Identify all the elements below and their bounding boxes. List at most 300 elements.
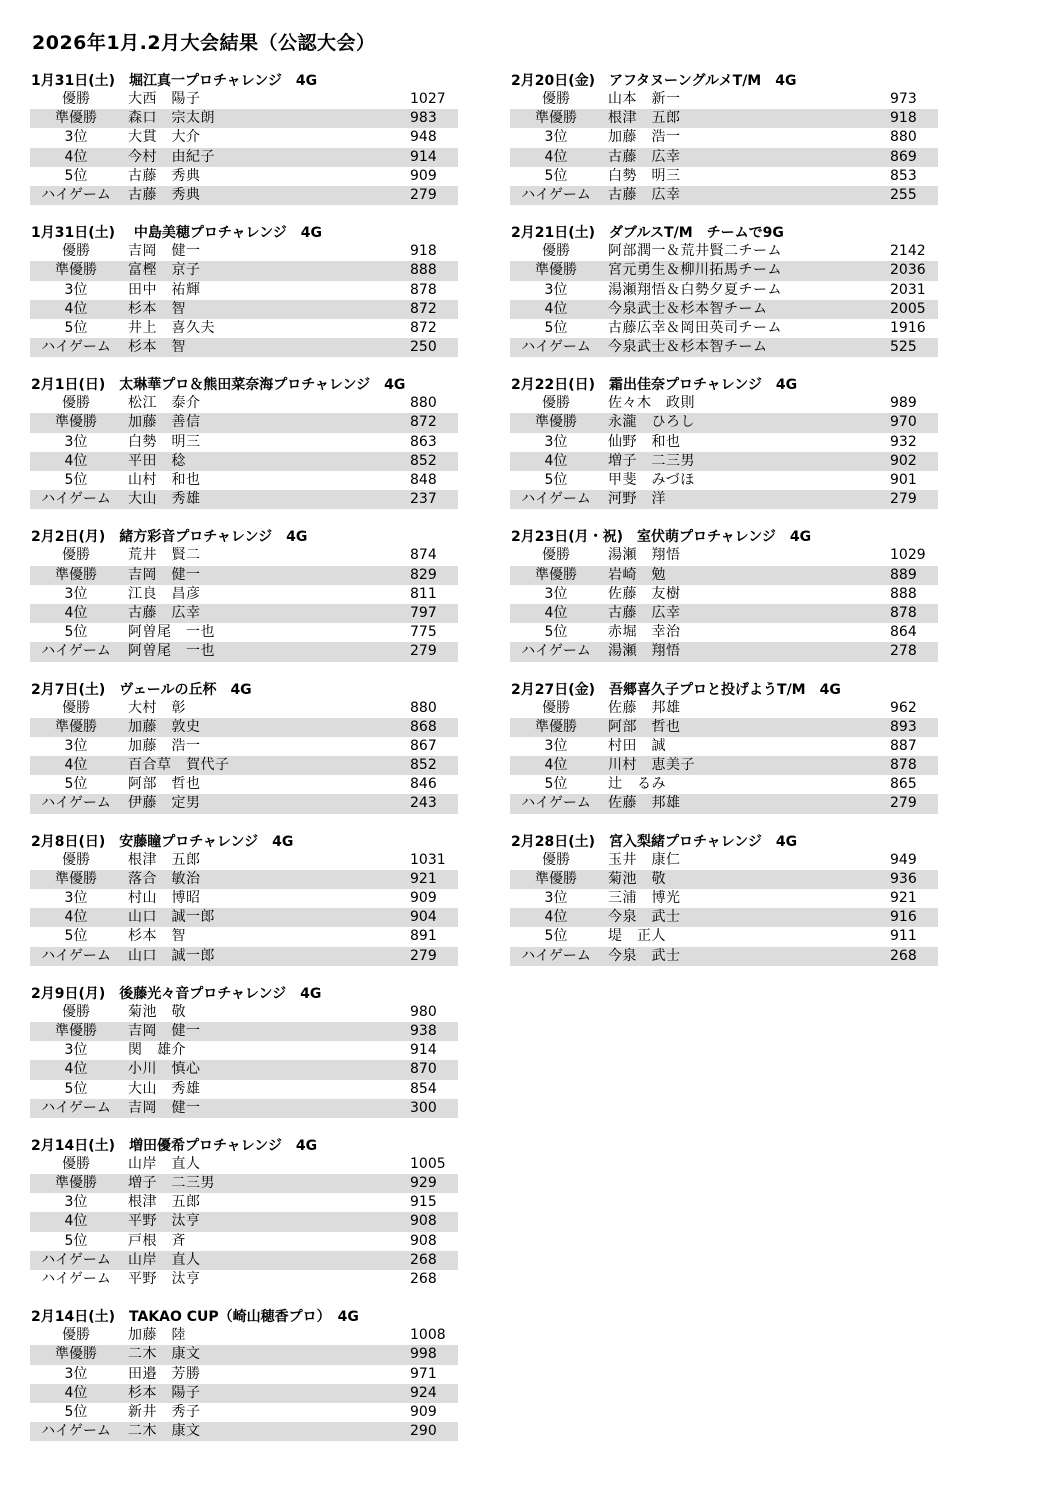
result-row	[510, 737, 938, 756]
result-row	[510, 242, 938, 261]
player-name: 吉岡 健一	[128, 1022, 201, 1039]
tournament-title: 2月2日(月) 緒方彩音プロチャレンジ 4G	[31, 529, 308, 546]
player-score: 846	[410, 776, 437, 793]
player-name: 村田 誠	[608, 737, 666, 754]
player-score: 973	[890, 91, 917, 107]
rank-label: 3位	[544, 737, 568, 754]
player-name: 松江 泰介	[128, 395, 201, 412]
player-name: 佐藤 邦雄	[608, 795, 681, 812]
player-name: 根津 五郎	[608, 110, 681, 127]
player-name: 杉本 智	[128, 928, 186, 945]
result-row	[510, 413, 938, 432]
result-row	[30, 775, 458, 794]
result-row	[30, 433, 458, 452]
tournament-block	[30, 985, 458, 1118]
player-score: 888	[410, 262, 437, 279]
player-name: 白勢 明三	[608, 167, 681, 184]
player-score: 971	[410, 1365, 437, 1382]
player-name: 山岸 直人	[128, 1251, 201, 1268]
rank-label: 準優勝	[55, 414, 97, 431]
player-name: 赤堀 幸治	[608, 624, 681, 641]
tournament-block	[510, 376, 938, 509]
player-name: 永瀧 ひろし	[608, 414, 695, 431]
rank-label: 3位	[64, 1042, 88, 1059]
tournament-title: 2月14日(土) TAKAO CUP（崎山穂香プロ） 4G	[31, 1309, 359, 1326]
result-row	[30, 1212, 458, 1231]
player-score: 880	[890, 129, 917, 146]
player-name: 佐藤 友樹	[608, 585, 681, 602]
player-name: 今村 由紀子	[128, 148, 215, 165]
player-name: 平田 稔	[128, 452, 186, 469]
result-row	[510, 699, 938, 718]
result-row	[30, 927, 458, 946]
player-name: 今泉武士＆杉本智チーム	[608, 339, 768, 356]
rank-label: 優勝	[542, 91, 570, 107]
rank-label: 優勝	[542, 699, 570, 716]
player-name: 古藤 秀典	[128, 167, 201, 184]
result-row	[30, 1041, 458, 1060]
result-row	[510, 148, 938, 167]
player-name: 落合 敏治	[128, 870, 201, 887]
player-score: 870	[410, 1061, 437, 1078]
player-score: 797	[410, 604, 437, 621]
player-name: 菊池 敬	[128, 1003, 186, 1020]
player-name: 古藤 広幸	[608, 186, 681, 203]
rank-label: 4位	[64, 300, 88, 317]
result-row	[30, 281, 458, 300]
rank-label: ハイゲーム	[41, 795, 111, 812]
result-row	[510, 585, 938, 604]
rank-label: 3位	[64, 1365, 88, 1382]
player-score: 867	[410, 737, 437, 754]
player-score: 891	[410, 928, 437, 945]
player-name: 山口 誠一郎	[128, 909, 215, 926]
player-score: 852	[410, 757, 437, 774]
player-score: 878	[410, 281, 437, 298]
rank-label: 4位	[64, 1213, 88, 1230]
player-score: 279	[890, 491, 917, 508]
result-row	[510, 947, 938, 966]
result-row	[30, 186, 458, 205]
player-score: 864	[890, 624, 917, 641]
rank-label: 4位	[544, 909, 568, 926]
result-row	[30, 1193, 458, 1212]
player-score: 279	[410, 643, 437, 660]
player-score: 938	[410, 1022, 437, 1039]
player-score: 854	[410, 1080, 437, 1097]
player-name: 堤 正人	[608, 928, 666, 945]
rank-label: 4位	[64, 1384, 88, 1401]
player-name: 吉岡 健一	[128, 566, 201, 583]
result-row	[30, 261, 458, 280]
rank-label: 5位	[544, 167, 568, 184]
player-name: 佐々木 政則	[608, 395, 695, 412]
player-name: 辻 るみ	[608, 776, 666, 793]
rank-label: 5位	[64, 928, 88, 945]
player-score: 878	[890, 604, 917, 621]
player-name: 平野 汰亨	[128, 1213, 201, 1230]
player-score: 872	[410, 414, 437, 431]
rank-label: 3位	[64, 890, 88, 906]
rank-label: ハイゲーム	[41, 1423, 111, 1440]
result-row	[510, 546, 938, 565]
player-score: 237	[410, 491, 437, 508]
result-row	[30, 889, 458, 908]
result-row	[510, 261, 938, 280]
player-score: 872	[410, 319, 437, 336]
rank-label: 準優勝	[535, 110, 577, 127]
result-row	[510, 128, 938, 147]
player-score: 918	[890, 110, 917, 127]
player-score: 918	[410, 243, 437, 260]
player-score: 268	[410, 1251, 437, 1268]
player-score: 880	[410, 395, 437, 412]
player-score: 853	[890, 167, 917, 184]
player-score: 829	[410, 566, 437, 583]
result-row	[510, 338, 938, 357]
rank-label: ハイゲーム	[521, 491, 591, 508]
result-row	[510, 756, 938, 775]
rank-label: 4位	[544, 452, 568, 469]
result-row	[510, 870, 938, 889]
tournament-title: 1月31日(土) 中島美穂プロチャレンジ 4G	[31, 225, 323, 242]
player-name: 荒井 賢二	[128, 547, 201, 564]
rank-label: 4位	[544, 757, 568, 774]
result-row	[510, 167, 938, 186]
result-row	[30, 642, 458, 661]
rank-label: ハイゲーム	[41, 339, 111, 356]
result-row	[30, 699, 458, 718]
rank-label: 準優勝	[55, 718, 97, 735]
rank-label: 5位	[544, 776, 568, 793]
player-score: 949	[890, 851, 917, 868]
player-name: 佐藤 邦雄	[608, 699, 681, 716]
right-column	[510, 72, 938, 985]
result-row	[30, 908, 458, 927]
player-name: 古藤広幸＆岡田英司チーム	[608, 319, 782, 336]
player-name: 仙野 和也	[608, 433, 681, 450]
rank-label: 優勝	[62, 243, 90, 260]
result-row	[30, 1384, 458, 1403]
player-score: 1031	[410, 851, 446, 868]
player-score: 888	[890, 585, 917, 602]
player-score: 775	[410, 624, 437, 641]
tournament-block	[30, 1137, 458, 1289]
rank-label: 5位	[64, 1403, 88, 1420]
player-name: 大山 秀雄	[128, 1080, 201, 1097]
player-score: 852	[410, 452, 437, 469]
result-row	[30, 566, 458, 585]
rank-label: 優勝	[62, 395, 90, 412]
player-name: 古藤 広幸	[128, 604, 201, 621]
rank-label: 5位	[544, 319, 568, 336]
rank-label: ハイゲーム	[521, 947, 591, 964]
rank-label: 優勝	[62, 547, 90, 564]
rank-label: 準優勝	[55, 1346, 97, 1363]
player-score: 889	[890, 566, 917, 583]
player-score: 980	[410, 1003, 437, 1020]
player-name: 加藤 浩一	[608, 129, 681, 146]
player-name: 関 雄介	[128, 1042, 186, 1059]
result-row	[30, 546, 458, 565]
player-score: 998	[410, 1346, 437, 1363]
player-score: 983	[410, 110, 437, 127]
player-name: 二木 康文	[128, 1423, 201, 1440]
rank-label: 3位	[64, 129, 88, 146]
player-name: 新井 秀子	[128, 1403, 201, 1420]
rank-label: 3位	[544, 585, 568, 602]
rank-label: 優勝	[62, 1327, 90, 1344]
player-name: 河野 洋	[608, 491, 666, 508]
player-score: 878	[890, 757, 917, 774]
player-name: 三浦 博光	[608, 890, 681, 906]
tournament-block	[510, 72, 938, 205]
player-score: 279	[890, 795, 917, 812]
player-name: 江良 昌彦	[128, 585, 201, 602]
rank-label: ハイゲーム	[41, 1099, 111, 1116]
player-name: 根津 五郎	[128, 1194, 201, 1211]
result-row	[30, 90, 458, 109]
result-row	[30, 1060, 458, 1079]
result-row	[30, 471, 458, 490]
result-row	[30, 1099, 458, 1118]
player-score: 909	[410, 1403, 437, 1420]
page-title: 2026年1月.2月大会結果（公認大会）	[32, 32, 376, 54]
player-name: 古藤 広幸	[608, 604, 681, 621]
rank-label: ハイゲーム	[521, 795, 591, 812]
tournament-block	[30, 224, 458, 357]
player-score: 936	[890, 870, 917, 887]
player-score: 2036	[890, 262, 926, 279]
player-score: 811	[410, 585, 437, 602]
result-row	[510, 889, 938, 908]
player-name: 白勢 明三	[128, 433, 201, 450]
tournament-title: 2月28日(土) 宮入梨緒プロチャレンジ 4G	[511, 833, 798, 850]
player-score: 1916	[890, 319, 926, 336]
player-score: 921	[410, 870, 437, 887]
result-row	[30, 1270, 458, 1289]
result-row	[30, 604, 458, 623]
result-row	[30, 1422, 458, 1441]
rank-label: 優勝	[542, 547, 570, 564]
rank-label: 5位	[544, 472, 568, 488]
player-name: 百合草 賀代子	[128, 757, 230, 774]
player-score: 300	[410, 1099, 437, 1116]
player-name: 古藤 秀典	[128, 186, 201, 203]
result-row	[510, 642, 938, 661]
player-score: 268	[410, 1271, 437, 1287]
rank-label: ハイゲーム	[41, 491, 111, 508]
player-name: 大山 秀雄	[128, 491, 201, 508]
player-score: 872	[410, 300, 437, 317]
tournament-title: 2月27日(金) 吾郷喜久子プロと投げようT/M 4G	[511, 681, 841, 698]
player-name: 湯瀬 翔悟	[608, 547, 681, 564]
result-row	[510, 90, 938, 109]
rank-label: 5位	[64, 319, 88, 336]
player-name: 森口 宗太朗	[128, 110, 215, 127]
player-name: 宮元勇生＆柳川拓馬チーム	[608, 262, 782, 279]
player-score: 962	[890, 699, 917, 716]
player-score: 1029	[890, 547, 926, 564]
rank-label: 準優勝	[535, 414, 577, 431]
tournament-title: 2月8日(日) 安藤瞳プロチャレンジ 4G	[31, 833, 294, 850]
player-name: 菊池 敬	[608, 870, 666, 887]
player-score: 908	[410, 1213, 437, 1230]
player-name: 二木 康文	[128, 1346, 201, 1363]
result-row	[510, 319, 938, 338]
result-row	[30, 319, 458, 338]
rank-label: 3位	[544, 129, 568, 146]
player-name: 阿曽尾 一也	[128, 643, 215, 660]
result-row	[30, 338, 458, 357]
player-name: 田邉 芳勝	[128, 1365, 201, 1382]
result-row	[30, 756, 458, 775]
player-score: 1027	[410, 91, 446, 107]
rank-label: 4位	[544, 604, 568, 621]
rank-label: 4位	[544, 300, 568, 317]
rank-label: 優勝	[62, 1003, 90, 1020]
rank-label: 準優勝	[55, 870, 97, 887]
rank-label: 準優勝	[535, 262, 577, 279]
tournament-block	[30, 376, 458, 509]
result-row	[510, 186, 938, 205]
player-name: 玉井 康仁	[608, 851, 681, 868]
rank-label: 4位	[64, 452, 88, 469]
player-name: 阿部潤一＆荒井賢二チーム	[608, 243, 782, 260]
player-score: 914	[410, 148, 437, 165]
player-score: 865	[890, 776, 917, 793]
rank-label: 優勝	[542, 851, 570, 868]
rank-label: ハイゲーム	[41, 186, 111, 203]
rank-label: ハイゲーム	[41, 947, 111, 964]
result-row	[30, 870, 458, 889]
player-name: 加藤 敦史	[128, 718, 201, 735]
result-row	[30, 947, 458, 966]
player-name: 山村 和也	[128, 472, 201, 488]
player-name: 杉本 智	[128, 339, 186, 356]
rank-label: 4位	[544, 148, 568, 165]
result-row	[30, 1080, 458, 1099]
rank-label: ハイゲーム	[41, 1251, 111, 1268]
player-name: 伊藤 定男	[128, 795, 201, 812]
rank-label: 5位	[64, 1080, 88, 1097]
player-score: 909	[410, 890, 437, 906]
rank-label: ハイゲーム	[41, 1271, 111, 1287]
player-name: 今泉 武士	[608, 909, 681, 926]
rank-label: 準優勝	[55, 1022, 97, 1039]
player-name: 大貫 大介	[128, 129, 201, 146]
tournament-title: 2月14日(土) 増田優希プロチャレンジ 4G	[31, 1137, 318, 1154]
result-row	[510, 794, 938, 813]
result-row	[30, 490, 458, 509]
player-score: 848	[410, 472, 437, 488]
player-name: 根津 五郎	[128, 851, 201, 868]
result-row	[30, 851, 458, 870]
player-name: 古藤 広幸	[608, 148, 681, 165]
rank-label: 3位	[64, 1194, 88, 1211]
result-row	[510, 927, 938, 946]
player-name: 湯瀬 翔悟	[608, 643, 681, 660]
player-score: 908	[410, 1232, 437, 1249]
player-name: 大村 彰	[128, 699, 186, 716]
rank-label: 4位	[64, 909, 88, 926]
player-name: 吉岡 健一	[128, 243, 201, 260]
tournament-title: 2月23日(月・祝) 室伏萌プロチャレンジ 4G	[511, 529, 812, 546]
player-score: 2005	[890, 300, 926, 317]
tournament-title: 2月1日(日) 太琳華プロ＆熊田菜奈海プロチャレンジ 4G	[31, 377, 406, 394]
result-row	[510, 566, 938, 585]
rank-label: 5位	[64, 776, 88, 793]
rank-label: 優勝	[62, 91, 90, 107]
player-score: 279	[410, 947, 437, 964]
result-row	[30, 242, 458, 261]
rank-label: 3位	[64, 433, 88, 450]
tournament-title: 1月31日(土) 堀江真一プロチャレンジ 4G	[31, 73, 318, 89]
result-row	[510, 908, 938, 927]
result-row	[510, 718, 938, 737]
rank-label: ハイゲーム	[41, 643, 111, 660]
result-row	[510, 433, 938, 452]
rank-label: 準優勝	[535, 566, 577, 583]
result-row	[30, 1326, 458, 1345]
player-name: 加藤 善信	[128, 414, 201, 431]
rank-label: 優勝	[62, 851, 90, 868]
player-score: 924	[410, 1384, 437, 1401]
rank-label: 優勝	[542, 395, 570, 412]
result-row	[30, 585, 458, 604]
rank-label: 3位	[544, 281, 568, 298]
player-score: 268	[890, 947, 917, 964]
result-row	[30, 1403, 458, 1422]
player-score: 290	[410, 1423, 437, 1440]
tournament-block	[510, 224, 938, 357]
result-row	[30, 167, 458, 186]
player-name: 増子 二三男	[608, 452, 695, 469]
player-score: 874	[410, 547, 437, 564]
player-score: 869	[890, 148, 917, 165]
rank-label: 優勝	[62, 699, 90, 716]
result-row	[30, 148, 458, 167]
player-score: 1008	[410, 1327, 446, 1344]
player-score: 868	[410, 718, 437, 735]
rank-label: 3位	[544, 890, 568, 906]
result-row	[30, 109, 458, 128]
result-row	[30, 394, 458, 413]
tournament-title: 2月7日(土) ヴェールの丘杯 4G	[31, 681, 252, 698]
rank-label: 4位	[64, 148, 88, 165]
player-score: 863	[410, 433, 437, 450]
player-score: 2142	[890, 243, 926, 260]
rank-label: 4位	[64, 604, 88, 621]
player-name: 湯瀬翔悟＆白勢夕夏チーム	[608, 281, 782, 298]
player-score: 1005	[410, 1155, 446, 1172]
result-row	[510, 452, 938, 471]
player-name: 戸根 斉	[128, 1232, 186, 1249]
player-name: 山本 新一	[608, 91, 681, 107]
player-name: 今泉 武士	[608, 947, 681, 964]
tournament-title: 2月22日(日) 霜出佳奈プロチャレンジ 4G	[511, 377, 798, 394]
player-score: 893	[890, 718, 917, 735]
player-name: 阿曽尾 一也	[128, 624, 215, 641]
rank-label: 準優勝	[55, 1175, 97, 1192]
rank-label: 準優勝	[535, 718, 577, 735]
player-name: 増子 二三男	[128, 1175, 215, 1192]
rank-label: 5位	[64, 624, 88, 641]
result-row	[30, 623, 458, 642]
player-name: 富樫 京子	[128, 262, 201, 279]
player-name: 阿部 哲也	[128, 776, 201, 793]
player-name: 山口 誠一郎	[128, 947, 215, 964]
